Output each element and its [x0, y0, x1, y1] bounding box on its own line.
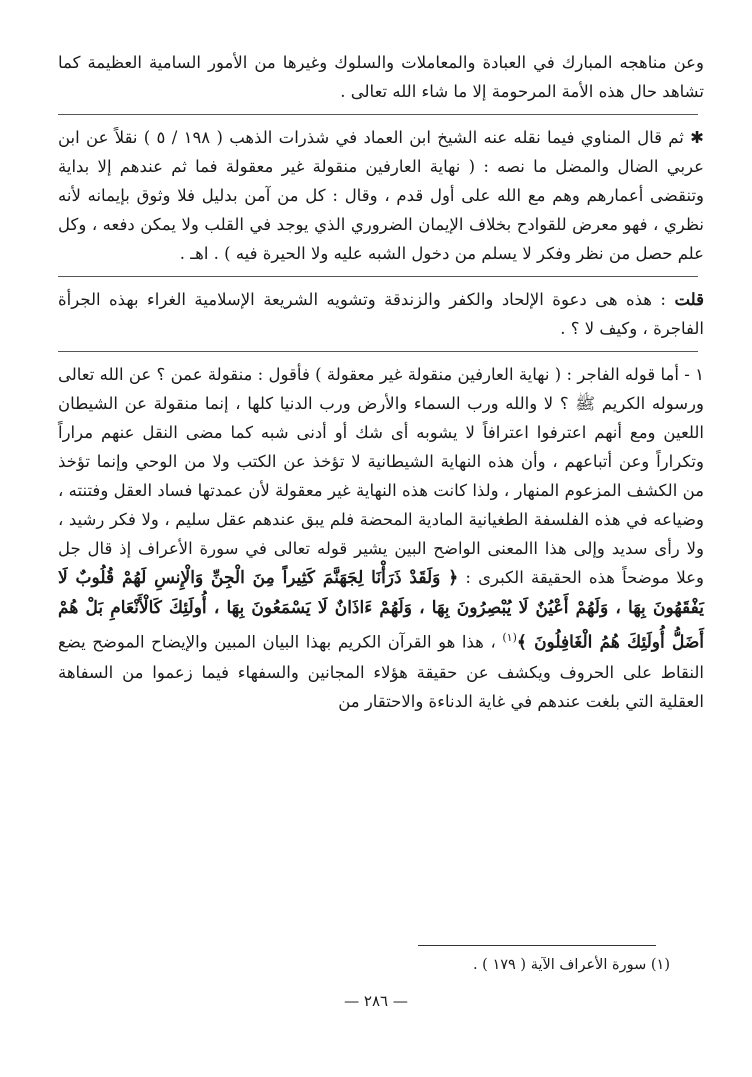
page-number: — ٢٨٦ — — [344, 992, 408, 1010]
separator-1 — [58, 114, 698, 115]
paragraph-3 — [58, 285, 704, 343]
footnote: (١) سورة الأعراف الآية ( ١٧٩ ) . — [472, 957, 670, 973]
footnote-rule — [418, 945, 656, 946]
paragraph-4-continuation: ، هذا هو القرآن الكريم بهذا البيان المبين والإيضاح الموضح يضع النقاط على الحروف ويكشف عن حقيقة هؤلاء المجانين والسفهاء فيما زعموا من السفاهة العقلية التي بلغت عندهم في غاية الدناءة والاحتقار من — [58, 632, 704, 711]
paragraph-4 — [58, 360, 704, 716]
note-label: قلت — [674, 290, 704, 309]
paragraph-3-text: : هذه هى دعوة الإلحاد والكفر والزندقة وتشويه الشريعة الإسلامية الغراء بهذه الجرأة الفاجرة ، وكيف لا ؟ . — [58, 290, 704, 338]
main-text — [58, 48, 704, 716]
separator-3 — [58, 351, 698, 352]
separator-2 — [58, 276, 698, 277]
footnote-ref: (١) — [502, 631, 517, 644]
paragraph-4-intro: ١ - أما قوله الفاجر : ( نهاية العارفين منقولة غير معقولة ) فأقول : منقولة عمن ؟ عن الله تعالى ورسوله الكريم ﷺ ؟ لا والله ورب السماء والأرض ورب الدنيا كلها ، إنما منقولة عن الشيطان اللعين ومع أنهم اعترفوا اعترافاً لا يشوبه أى شك أو أدنى شبه كما مضى النقل عنهم مراراً وتكراراً وعن أتباعهم ، وأن هذه النهاية الشيطانية لا تؤخذ عن الكتب ولا من الوحي وإنما تؤخذ من الكشف المزعوم المنهار ، ولذا كانت هذه النهاية غير معقولة لأن عمدتها فساد العقل وفتنته ، وضياعه في هذه الفلسفة الطغيانية المادية المحضة فلم يبق عندهم عقل سليم ، ولا فكر رشيد ، ولا رأى سديد وإلى هذا االمعنى الواضح البين يشير قوله تعالى في سورة الأعراف إذ قال جل وعلا موضحاً هذه الحقيقة الكبرى : — [58, 365, 704, 587]
quran-verse: ﴿ وَلَقَدْ ذَرَأْنَا لِجَهَنَّمَ كَثِيراً مِنَ الْجِنِّ وَالْإِنسِ لَهُمْ قُلُوبٌ لَا يَفْقَهُونَ بِهَا ، وَلَهُمْ أَعْيُنٌ لَا يُبْصِرُونَ بِهَا ، وَلَهُمْ ءَاذَانٌ لَا يَسْمَعُونَ بِهَا ، أُولَئِكَ كَالْأَنْعَامِ بَلْ هُمْ أَضَلُّ أُولَئِكَ هُمُ الْغَافِلُونَ ﴾ — [58, 568, 704, 653]
paragraph-2: ✱ ثم قال المناوي فيما نقله عنه الشيخ ابن العماد في شذرات الذهب ( ١٩٨ / ٥ ) نقلاً عن ابن عربي الضال والمضل ما نصه : ( نهاية العارفين منقولة غير معقولة فما ثم عندهم إلا بداية وتنقضى أعمارهم وهم مع الله على أول قدم ، وقال : كل من آمن بدليل فلا وثوق بإيمانه لأنه نظري ، فهو معرض للقوادح بخلاف الإيمان الضروري الذي يوجد في القلب ولا يمكن دفعه ، وكل علم حصل من نظر وفكر لا يسلم من دخول الشبه عليه ولا الحيرة فيه ) . اهـ . — [58, 128, 704, 263]
paragraph-1: وعن مناهجه المبارك في العبادة والمعاملات والسلوك وغيرها من الأمور السامية العظيمة كما تشاهد حال هذه الأمة المرحومة إلا ما شاء الله تعالى . — [58, 53, 704, 101]
